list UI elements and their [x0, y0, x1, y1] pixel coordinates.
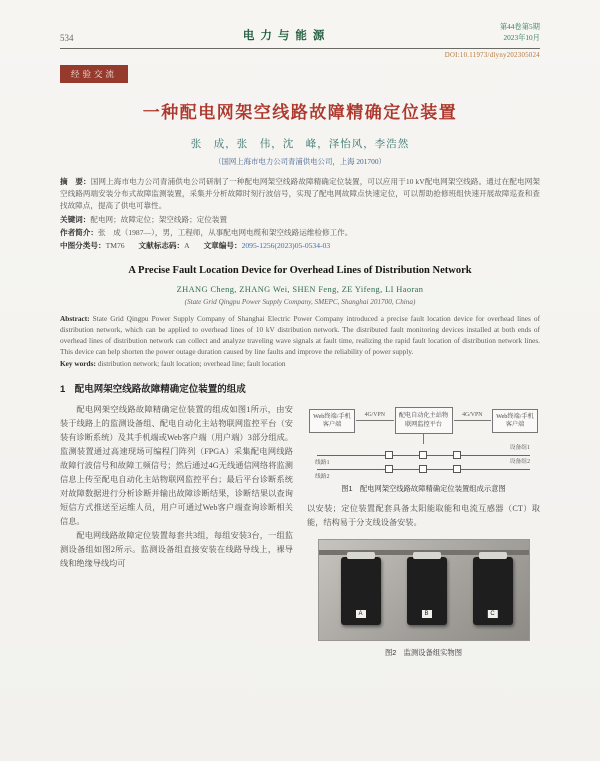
- body-paragraph-2: 配电网线路故障定位装置每套共3组，每组安装3台，一组监测设备组如图2所示。监测设备组直接安装在线路导线上，裸导线和绝缘导线均可: [60, 530, 293, 568]
- classification-row: [60, 240, 540, 252]
- affiliation-en: (State Grid Qingpu Power Supply Company, SMEPC, Shanghai 201700, China): [184, 298, 416, 306]
- doi-text: DOI:10.11973/dlyny202305024: [444, 52, 540, 60]
- figure1-vertical-connector: [423, 434, 424, 444]
- doc-code-label: 文献标志码：: [138, 240, 185, 250]
- figure1-group1-label: 设备组1: [509, 445, 530, 452]
- doc-code-value: A: [184, 240, 190, 250]
- article-id-label: 文章编号：: [203, 240, 242, 250]
- figure1-platform-box: 配电自动化主站物联网监控平台: [395, 407, 453, 434]
- device-node: [453, 451, 461, 459]
- right-column: [307, 403, 540, 659]
- page-number: 534: [60, 33, 74, 44]
- abstract-text-en: State Grid Qingpu Power Supply Company of Shanghai Electric Power Company introduced a precise fault location device for overhead lines of distribution network, which can be applied to overhead lines of 10 kV distribution network. The distributed fault monitoring devices installed at both ends of overhead lines of distribution network can collect and analyze traveling wave signals at fault time, realizing the rapid fault location of distribution network lines. This device can help shorten the power outage duration caused by line faults and improve the reliability of power supply.: [60, 314, 541, 357]
- body-paragraph-3: 以安装；定位装置配套具备太阳能取能和电流互感器（CT）取能，结构易于分支线设备安装。: [307, 504, 540, 528]
- figure1-line1-label: 线路1: [315, 460, 330, 467]
- two-column-body: [60, 403, 540, 659]
- left-column: [60, 403, 293, 659]
- figure1-caption: 图1 配电网架空线路故障精确定位装置组成示意图: [341, 484, 506, 494]
- figure1-top-row: [309, 407, 538, 434]
- figure1-left-terminal-box: Web终端/手机客户端: [309, 409, 355, 433]
- clc-value: TM76: [105, 240, 125, 250]
- abstract-label-cn: 摘 要：: [60, 177, 91, 187]
- device-node: [419, 465, 427, 473]
- figure2-photo: [318, 539, 530, 641]
- device-cap: [479, 552, 507, 559]
- abstract-cn: [60, 176, 540, 212]
- device-cap: [413, 552, 441, 559]
- article-title-cn: 一种配电网架空线路故障精确定位装置: [142, 103, 458, 123]
- article-title-en: A Precise Fault Location Device for Overhead Lines of Distribution Network: [128, 265, 472, 276]
- keywords-label-en: Key words:: [60, 359, 96, 369]
- figure2: [307, 539, 540, 659]
- journal-title: 电力与能源: [242, 30, 331, 43]
- keywords-label-cn: 关键词：: [60, 214, 91, 224]
- issue-date: 2023年10月: [503, 32, 540, 42]
- article-id-value: 2095-1256(2023)05-0534-03: [241, 240, 331, 250]
- figure2-caption: 图2 监测设备组实物图: [384, 648, 463, 658]
- keywords-en: [60, 359, 540, 368]
- author-bio: [60, 227, 540, 239]
- meta-block: [60, 176, 540, 252]
- monitor-device-b: [407, 557, 447, 625]
- affiliation-cn: （国网上海市电力公司青浦供电公司，上海 201700）: [214, 157, 386, 167]
- monitor-device-a: [341, 557, 381, 625]
- bio-label: 作者简介：: [60, 227, 98, 237]
- figure1-diagram: [307, 405, 540, 495]
- clc-label: 中图分类号：: [60, 240, 106, 250]
- device-label-c: C: [487, 610, 497, 618]
- column-badge: 经验交流: [60, 65, 128, 83]
- figure1-right-link-line: [454, 412, 492, 421]
- bio-text: 张 成（1987—），男，工程师，从事配电网电缆和架空线路运维检修工作。: [97, 227, 353, 237]
- figure1-left-link-label: 4G/VPN: [364, 412, 385, 419]
- figure1-left-link-line: [356, 412, 394, 421]
- issue-info: [500, 22, 540, 43]
- device-cap: [347, 552, 375, 559]
- monitor-device-c: [473, 557, 513, 625]
- figure1-right-link-label: 4G/VPN: [462, 412, 483, 419]
- keywords-text-cn: 配电网；故障定位；架空线路；定位装置: [90, 214, 228, 224]
- abstract-text-cn: 国网上海市电力公司青浦供电公司研制了一种配电网架空线路故障精确定位装置，可以应用于10 kV配电网架空线路。通过在配电网架空线路两端安装分布式故障监测装置，采集并分析故障时刻行波信号，实现了配电网故障点快速定位，可以帮助抢修班组快速开展故障巡查和查找故障点，提高了供电可靠性。: [60, 177, 540, 211]
- device-node: [385, 451, 393, 459]
- device-node: [385, 465, 393, 473]
- issue-volume: 第44卷第5期: [499, 22, 540, 31]
- figure1-right-terminal-box: Web终端/手机客户端: [492, 409, 538, 433]
- abstract-en: [60, 313, 540, 357]
- journal-header: [60, 22, 540, 49]
- abstract-label-en: Abstract:: [60, 314, 90, 323]
- keywords-cn: [60, 214, 540, 226]
- figure1-group2-label: 设备组2: [509, 459, 530, 466]
- device-label-b: B: [421, 610, 431, 618]
- body-paragraph-1: 配电网架空线路故障精确定位装置的组成如图1所示，由安装于线路上的监测设备组、配电自动化主站物联网监控平台（安装有诊断系统）及其手机端或Web客户端（用户端）3部分组成。监测装置通过高速现场可编程门阵列（FPGA）采集配电网线路故障行波信号和故障工频信号；然后通过4G无线通信网络将监测信息上传至配电自动化主站物联网监控平台；最后平台诊断系统对故障数据进行分析诊断并输出故障诊断结果，诊断结果以查询短信方式推送至运维人员，用户可通过Web客户端查询诊断相关信息。: [60, 405, 293, 526]
- keywords-text-en: distribution network; fault location; overhead line; fault location: [97, 359, 286, 369]
- authors-cn: 张 成，张 伟，沈 峰，泽怡风，李浩然: [190, 139, 410, 151]
- section-1-heading: 1 配电网架空线路故障精确定位装置的组成: [60, 384, 246, 396]
- device-node: [419, 451, 427, 459]
- device-node: [453, 465, 461, 473]
- authors-en: ZHANG Cheng, ZHANG Wei, SHEN Feng, ZE Yifeng, LI Haoran: [176, 285, 424, 294]
- figure1-line2-label: 线路2: [315, 474, 330, 481]
- device-label-a: A: [355, 610, 365, 618]
